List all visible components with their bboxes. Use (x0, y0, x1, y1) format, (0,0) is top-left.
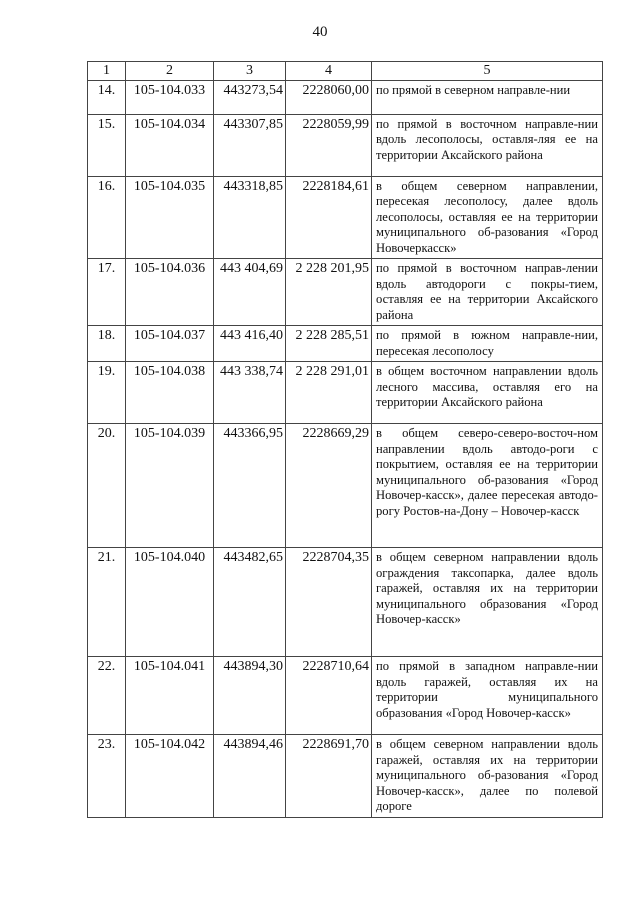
page-number: 40 (312, 24, 328, 40)
direction-description: по прямой в южном направле-нии, пересекая лесополосу (372, 326, 603, 362)
direction-description: в общем северном направлении, пересекая лесополосу, далее вдоль лесополосы, оставляя ее на территории муниципального об-разования «Город Новочеркасск» (372, 176, 603, 259)
coord-x: 443366,95 (214, 424, 286, 548)
header-col-3: 3 (214, 62, 286, 81)
row-number: 19. (88, 362, 126, 424)
table-row (88, 114, 603, 176)
coord-y: 2 228 201,95 (286, 259, 372, 326)
header-col-4: 4 (286, 62, 372, 81)
direction-description: по прямой в северном направле-нии (372, 80, 603, 114)
point-id: 105-104.041 (126, 657, 214, 735)
direction-description: в общем северном направлении вдоль ограждения таксопарка, далее вдоль гаражей, оставляя их на территории муниципального образования «Город Новочер-касск» (372, 548, 603, 657)
point-id: 105-104.039 (126, 424, 214, 548)
header-col-2: 2 (126, 62, 214, 81)
header-col-5: 5 (372, 62, 603, 81)
row-number: 18. (88, 326, 126, 362)
coord-y: 2 228 285,51 (286, 326, 372, 362)
direction-description: по прямой в восточном направ-лении вдоль автодороги с покры-тием, оставляя ее на территории Аксайского района (372, 259, 603, 326)
header-col-1: 1 (88, 62, 126, 81)
table-row (88, 548, 603, 657)
coord-x: 443 338,74 (214, 362, 286, 424)
coord-x: 443894,46 (214, 735, 286, 818)
row-number: 16. (88, 176, 126, 259)
boundary-points-table (87, 61, 603, 818)
table-row (88, 259, 603, 326)
point-id: 105-104.042 (126, 735, 214, 818)
direction-description: в общем северном направлении вдоль гаражей, оставляя их на территории муниципального об-разования «Город Новочер-касск», далее по полевой дороге (372, 735, 603, 818)
coord-x: 443307,85 (214, 114, 286, 176)
coord-y: 2228691,70 (286, 735, 372, 818)
point-id: 105-104.033 (126, 80, 214, 114)
point-id: 105-104.038 (126, 362, 214, 424)
direction-description: по прямой в восточном направле-нии вдоль лесополосы, оставля-ляя ее на территории Аксайского района (372, 114, 603, 176)
point-id: 105-104.037 (126, 326, 214, 362)
point-id: 105-104.040 (126, 548, 214, 657)
direction-description: в общем северо-северо-восточ-ном направлении вдоль автодо-роги с покрытием, оставляя ее на территории муниципального об-разования «Город Новочер-касск», далее пересекая автодо-рогу Ростов-на-Дону – Новочер-касск (372, 424, 603, 548)
row-number: 15. (88, 114, 126, 176)
point-id: 105-104.035 (126, 176, 214, 259)
table-row (88, 362, 603, 424)
table-row (88, 735, 603, 818)
table-row (88, 80, 603, 114)
point-id: 105-104.036 (126, 259, 214, 326)
direction-description: в общем восточном направлении вдоль лесного массива, оставляя его на территории Аксайского района (372, 362, 603, 424)
table-row (88, 176, 603, 259)
direction-description: по прямой в западном направле-нии вдоль гаражей, оставляя их на территории муниципального образования «Город Новочер-касск» (372, 657, 603, 735)
row-number: 14. (88, 80, 126, 114)
point-id: 105-104.034 (126, 114, 214, 176)
table-header-row (88, 62, 603, 81)
coord-x: 443 404,69 (214, 259, 286, 326)
coord-y: 2228059,99 (286, 114, 372, 176)
coord-y: 2228060,00 (286, 80, 372, 114)
coord-y: 2228710,64 (286, 657, 372, 735)
coord-y: 2228184,61 (286, 176, 372, 259)
row-number: 21. (88, 548, 126, 657)
coord-x: 443482,65 (214, 548, 286, 657)
coord-y: 2 228 291,01 (286, 362, 372, 424)
row-number: 20. (88, 424, 126, 548)
row-number: 23. (88, 735, 126, 818)
coord-x: 443 416,40 (214, 326, 286, 362)
coord-x: 443318,85 (214, 176, 286, 259)
coord-x: 443894,30 (214, 657, 286, 735)
coord-y: 2228704,35 (286, 548, 372, 657)
table-row (88, 326, 603, 362)
table-row (88, 657, 603, 735)
row-number: 17. (88, 259, 126, 326)
coord-y: 2228669,29 (286, 424, 372, 548)
coord-x: 443273,54 (214, 80, 286, 114)
table-row (88, 424, 603, 548)
row-number: 22. (88, 657, 126, 735)
